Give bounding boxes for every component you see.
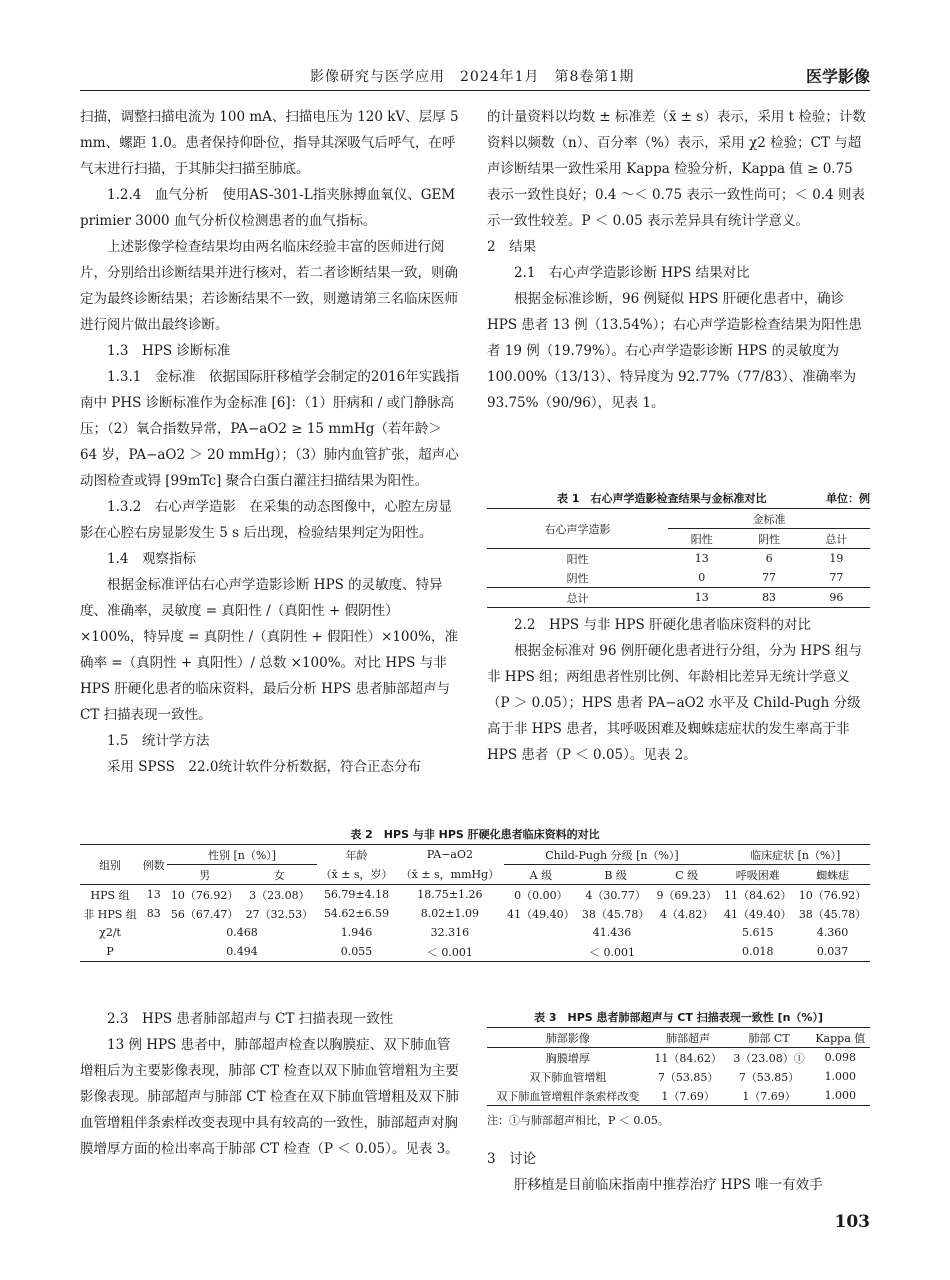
table-cell: 4.360 [816,926,849,939]
paragraph: 的计量资料以均数 ± 标准差（x̄ ± s）表示，采用 t 检验；计数资料以频数（n）、百分率（%）表示，采用 χ2 检验；CT 与超声诊断结果一致性采用 Kappa 检验分析，Kappa 值 ≥ 0.75 表示一致性良好；0.4 ～＜ 0.75 表示一致性尚可；＜ 0.4 则表示一致性较差。P ＜ 0.05 表示差异具有统计学意义。 [487,109,866,229]
table-row [80,942,870,962]
table-cell: 96 [803,588,870,608]
table-cell: 总计 [487,588,668,608]
table-cell: Kappa 值 [811,1028,870,1048]
table-3-note: 注：①与肺部超声相比，P ＜ 0.05。 [487,1114,669,1127]
subsection-heading: 2.3 HPS 患者肺部超声与 CT 扫描表现一致性 [107,1011,394,1027]
table-cell: 8.02±1.09 [420,907,479,920]
table-row [487,1048,870,1068]
table-cell: （x̄ ± s，mmHg） [396,865,503,885]
table-cell [140,942,167,962]
table-cell: 女 [242,865,317,885]
paragraph: 采用 SPSS 22.0统计软件分析数据，符合正态分布 [107,759,421,775]
table-2 [80,828,870,962]
table-cell: 阴性 [566,571,589,585]
table-row [487,588,870,608]
table-cell: 11（84.62） [724,888,792,902]
table-cell: 83 [735,588,802,608]
left-column-bottom [80,1006,462,1162]
table-2-title: 表 2 HPS 与非 HPS 肝硬化患者临床资料的对比 [350,828,600,841]
table-cell: 6 [765,552,773,565]
table-cell: 13 [668,588,735,608]
table-cell: 0.055 [340,945,373,958]
table-3 [487,1011,870,1128]
table-cell: 32.316 [430,926,470,939]
section-label: 医学影像 [805,67,870,86]
table-cell: 非 HPS 组 [83,907,137,921]
table-cell: 阴性 [735,529,802,549]
table-cell: 1（7.69） [742,1089,796,1103]
table-cell: 38（45.78） [798,907,867,921]
table-cell: 胸膜增厚 [545,1051,590,1065]
paragraph: 扫描，调整扫描电流为 100 mA、扫描电压为 120 kV、层厚 5 mm、螺距 1.0。患者保持仰卧位，指导其深吸气后呼气，在呼气末进行扫描，于其肺尖扫描至肺底。 [80,109,459,177]
subsection-heading: 1.2.4 血气分析 使用AS-301-L指夹脉搏血氧仪、GEM primier 3000 血气分析仪检测患者的血气指标。 [80,187,456,229]
table-cell: 1.946 [340,926,373,939]
running-header [80,64,870,91]
table-cell: 阳性 [566,552,589,566]
right-column-bottom [487,1146,870,1198]
table-cell: 4（4.82） [659,907,714,921]
paragraph: 根据金标准诊断，96 例疑似 HPS 肝硬化患者中，确诊 HPS 患者 13 例（13.54%）；右心声学造影检查结果为阳性患者 19 例（19.79%）。右心声学造影诊断 HPS 的灵敏度为 100.00%（13/13）、特异度为 92.77%（77/83）、准确率为 93.75%（90/96），见表 1。 [487,291,862,411]
table-cell: 呼吸困难 [720,865,795,885]
table-cell: 肺部 CT [728,1028,811,1048]
table-cell: 3（23.08）① [733,1051,805,1065]
table-1-title: 表 1 右心声学造影检查结果与金标准对比 [557,492,767,505]
table-cell: 0.098 [824,1051,857,1064]
table-cell: 年龄 [345,848,368,862]
table-cell: 1（7.69） [661,1089,715,1103]
table-1-caption [487,492,870,508]
table-cell: 11（84.62） [654,1051,722,1065]
table-cell: 7（53.85） [657,1070,719,1084]
table-cell: 组别 [80,845,140,885]
table-1 [487,492,870,608]
table-cell: 5.615 [742,926,774,939]
table-cell: 13 [146,888,161,901]
page-number: 103 [834,1212,870,1232]
section-heading: 2 结果 [487,239,537,255]
table-cell: 男 [167,865,242,885]
right-column-top [487,104,870,416]
table-cell: 双下肺血管增粗 [529,1070,607,1084]
table-cell: 3（23.08） [249,888,310,902]
table-cell: 56（67.47） [170,907,239,921]
paragraph: 上述影像学检查结果均由两名临床经验丰富的医师进行阅片，分别给出诊断结果并进行核对，若二者诊断结果一致，则确定为最终诊断结果；若诊断结果不一致，则邀请第三名临床医师进行阅片做出最终诊断。 [80,239,458,333]
table-row [80,923,870,942]
table-cell: A 级 [504,865,579,885]
table-cell: 13 [694,552,709,565]
table-cell [140,923,167,942]
table-cell: P [106,945,114,958]
table-cell: 0.037 [816,945,849,958]
table-cell: 54.62±6.59 [323,907,390,920]
table-3-title: 表 3 HPS 患者肺部超声与 CT 扫描表现一致性 [n（%）] [534,1011,823,1024]
table-cell: 0.494 [226,945,258,958]
table-cell: 总计 [803,529,870,549]
table-cell: 阳性 [668,529,735,549]
table-cell: 肺部超声 [649,1028,728,1048]
table-cell: 临床症状 [n（%）] [720,845,870,865]
table-cell: 18.75±1.26 [417,888,483,901]
table-cell: C 级 [653,865,720,885]
table-cell: Child-Pugh 分级 [n（%）] [504,845,721,865]
table-cell: 0.018 [742,945,774,958]
table-cell: 金标准 [668,509,870,529]
table-3-grid [487,1027,870,1106]
table-1-unit: 单位：例 [826,492,870,505]
subsection-heading: 1.4 观察指标 [107,551,196,567]
table-cell: 0（0.00） [514,888,568,902]
table-cell: 4（30.77） [585,888,646,902]
table-cell: 10（76.92） [798,888,867,902]
left-column-top [80,104,462,780]
subsection-heading: 1.5 统计学方法 [107,733,210,749]
table-cell: χ2/t [99,926,121,939]
journal-title: 影像研究与医学应用 2024年1月 第8卷第1期 [310,69,635,85]
table-cell: 蜘蛛痣 [795,865,870,885]
right-column-middle [487,612,870,768]
table-cell: ＜ 0.001 [588,945,635,959]
paragraph: 根据金标准评估右心声学造影诊断 HPS 的灵敏度、特异度、准确率，灵敏度 = 真阳性 /（真阳性 + 假阴性）×100%，特异度 = 真阴性 /（真阴性 + 假阳性）×100%，准确率 =（真阴性 + 真阳性）/ 总数 ×100%。对比 HPS 与非 HPS 肝硬化患者的临床资料，最后分析 HPS 患者肺部超声与 CT 扫描表现一致性。 [80,577,458,723]
table-cell: 27（32.53） [245,907,314,921]
table-cell: 例数 [140,845,167,885]
table-cell: 0 [698,571,706,584]
table-row [80,885,870,905]
table-row [487,549,870,569]
table-cell: 38（45.78） [581,907,650,921]
table-cell: 77 [829,571,844,584]
table-cell: 41.436 [592,926,632,939]
table-cell: ＜ 0.001 [426,945,473,959]
table-cell: （x̄ ± s，岁） [317,865,397,885]
table-cell: PA−aO2 [426,848,473,862]
table-cell: 9（69.23） [656,888,717,902]
table-cell: 41（49.40） [724,907,792,921]
table-cell: 右心声学造影 [487,509,668,549]
table-cell: 56.79±4.18 [323,888,390,901]
table-row [487,568,870,588]
paragraph: 1.3.1 金标准 依据国际肝移植学会制定的2016年实践指南中 PHS 诊断标准作为金标准 [6]：（1）肝病和 / 或门静脉高压；（2）氧合指数异常，PA−aO2 ≥ 15 mmHg（若年龄＞ 64 岁，PA−aO2 ＞ 20 mmHg）；（3）肺内血管扩张，超声心动图检查或锝 [99mTc] 聚合白蛋白灌注扫描结果为阳性。 [80,369,460,489]
table-1-grid [487,508,870,608]
table-cell: 7（53.85） [738,1070,800,1084]
table-cell: HPS 组 [90,888,130,902]
table-cell: 41（49.40） [507,907,575,921]
table-2-grid [80,844,870,962]
paragraph: 13 例 HPS 患者中，肺部超声检查以胸膜症、双下肺血管增粗后为主要影像表现，肺部 CT 检查以双下肺血管增粗为主要影像表现。肺部超声与肺部 CT 检查在双下肺血管增粗及双下肺血管增粗伴条索样改变表现中具有较高的一致性，肺部超声对胸膜增厚方面的检出率高于肺部 CT 检查（P ＜ 0.05）。见表 3。 [80,1037,459,1157]
section-heading: 3 讨论 [487,1151,537,1167]
table-cell: 19 [829,552,844,565]
table-row [487,1086,870,1106]
table-row [80,904,870,923]
paragraph: 根据金标准对 96 例肝硬化患者进行分组，分为 HPS 组与非 HPS 组；两组患者性别比例、年龄相比差异无统计学意义（P ＞ 0.05）；HPS 患者 PA−aO2 水平及 Child-Pugh 分级高于非 HPS 患者，其呼吸困难及蜘蛛痣症状的发生率高于非 HPS 患者（P ＜ 0.05）。见表 2。 [487,643,862,763]
table-cell: 1.000 [824,1089,857,1102]
table-row [487,1067,870,1086]
table-cell: 0.468 [226,926,258,939]
subsection-heading: 2.1 右心声学造影诊断 HPS 结果对比 [514,265,750,281]
table-cell: 性别 [n（%）] [167,845,316,865]
table-cell: 双下肺血管增粗伴条索样改变 [496,1089,640,1103]
paragraph: 肝移植是目前临床指南中推荐治疗 HPS 唯一有效手 [514,1177,823,1193]
subsection-heading: 1.3 HPS 诊断标准 [107,343,231,359]
table-cell: 77 [762,571,777,584]
table-cell: B 级 [578,865,653,885]
subsection-heading: 2.2 HPS 与非 HPS 肝硬化患者临床资料的对比 [514,617,812,633]
paragraph: 1.3.2 右心声学造影 在采集的动态图像中，心腔左房显影在心腔右房显影发生 5 s 后出现，检验结果判定为阳性。 [80,499,452,541]
table-cell: 83 [146,907,161,920]
table-cell: 1.000 [824,1070,857,1083]
table-cell: 肺部影像 [487,1028,649,1048]
table-cell: 10（76.92） [170,888,239,902]
